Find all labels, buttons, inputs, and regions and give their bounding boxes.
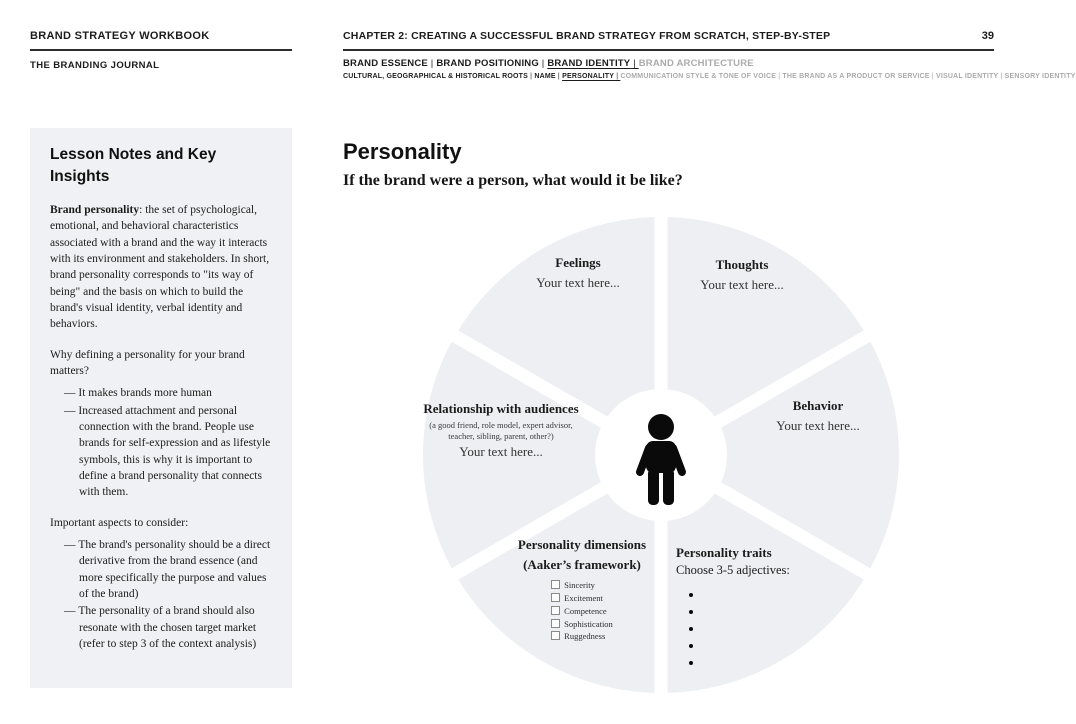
- breadcrumb-subitem[interactable]: NAME |: [534, 73, 562, 80]
- checkbox-option[interactable]: [551, 630, 613, 643]
- definition-term: Brand personality: [50, 204, 140, 216]
- breadcrumb-item[interactable]: BRAND POSITIONING |: [436, 58, 547, 69]
- aspects-heading: Important aspects to consider:: [50, 516, 189, 529]
- checkbox-option[interactable]: [551, 605, 613, 618]
- checkbox-label: Competence: [564, 605, 607, 616]
- checkbox-label: Sincerity: [564, 580, 595, 591]
- breadcrumb-subitem[interactable]: THE BRAND AS A PRODUCT OR SERVICE |: [782, 73, 936, 80]
- bullet-dot: [689, 627, 693, 631]
- bullet-dot: [689, 610, 693, 614]
- traits-bullet-list: [676, 585, 851, 670]
- checkbox[interactable]: [551, 606, 560, 615]
- dimension-checkbox-list: [551, 579, 613, 643]
- why-heading: Why defining a personality for your brand matters?: [50, 348, 245, 377]
- segment-hint: (a good friend, role model, expert advisor, teacher, sibling, parent, other?): [429, 420, 573, 441]
- checkbox-label: Sophistication: [564, 618, 613, 629]
- breadcrumb-subitem[interactable]: CULTURAL, GEOGRAPHICAL & HISTORICAL ROOTS |: [343, 73, 534, 80]
- segment-placeholder[interactable]: Your text here...: [776, 418, 860, 434]
- bullet-item[interactable]: [689, 653, 851, 670]
- segment-title: Feelings: [555, 255, 601, 270]
- segment-placeholder[interactable]: Your text here...: [700, 277, 784, 293]
- header-right: [343, 30, 1076, 80]
- segment-traits: [676, 545, 851, 670]
- checkbox-label: Ruggedness: [564, 631, 606, 642]
- lesson-notes-panel: [30, 128, 292, 688]
- notes-title: Lesson Notes and Key Insights: [50, 146, 217, 185]
- header-divider: [343, 49, 994, 51]
- branding-journal-logo: THE BRANDING JOURNAL: [30, 60, 160, 71]
- bullet-item[interactable]: [689, 636, 851, 653]
- segment-placeholder[interactable]: Your text here...: [536, 275, 620, 291]
- segment-dimensions: [497, 535, 667, 644]
- segment-title: Personality traits: [676, 545, 772, 560]
- page-number: 39: [981, 30, 994, 42]
- checkbox-option[interactable]: [551, 618, 613, 631]
- why-list: [50, 385, 272, 500]
- segment-title: Behavior: [792, 398, 844, 413]
- segment-placeholder[interactable]: Your text here...: [459, 444, 543, 460]
- chapter-row: [343, 30, 994, 42]
- chapter-title: CHAPTER 2: CREATING A SUCCESSFUL BRAND STRATEGY FROM SCRATCH, STEP-BY-STEP: [343, 30, 831, 42]
- aspects-list-item: — The brand's personality should be a direct derivative from the brand essence (and more specifically the purpose and values of the brand): [64, 537, 272, 602]
- aspects-list: [50, 537, 272, 652]
- breadcrumb-level-2: [343, 73, 1076, 80]
- definition-text: : the set of psychological, emotional, and behavioral characteristics associated with a brand and the way it interacts with its environment and stakeholders. In short, brand personality corresponds to "its way of being" and the basis on which to build the brand's visual identity, verbal identity and behaviors.: [50, 204, 270, 331]
- segment-title: Thoughts: [715, 257, 769, 272]
- segment-title: Relationship with audiences: [423, 401, 579, 416]
- header-divider: [30, 49, 292, 51]
- breadcrumb-item[interactable]: BRAND ARCHITECTURE: [638, 58, 754, 69]
- checkbox-option[interactable]: [551, 592, 613, 605]
- checkbox[interactable]: [551, 631, 560, 640]
- checkbox[interactable]: [551, 593, 560, 602]
- bullet-dot: [689, 593, 693, 597]
- breadcrumb-subitem[interactable]: VISUAL IDENTITY |: [936, 73, 1005, 80]
- bullet-item[interactable]: [689, 619, 851, 636]
- breadcrumb-subitem[interactable]: COMMUNICATION STYLE & TONE OF VOICE |: [620, 73, 782, 80]
- checkbox-label: Excitement: [564, 593, 603, 604]
- question-subtitle: If the brand were a person, what would it be like?: [343, 172, 683, 189]
- workbook-title: BRAND STRATEGY WORKBOOK: [30, 30, 210, 42]
- breadcrumb-item[interactable]: BRAND IDENTITY |: [547, 58, 638, 69]
- header-left: [30, 30, 292, 71]
- bullet-dot: [689, 644, 693, 648]
- segment-title: Personality dimensions (Aaker’s framework): [517, 537, 647, 573]
- segment-subtitle: Choose 3-5 adjectives:: [676, 562, 790, 577]
- aspects-list-item: — The personality of a brand should also resonate with the chosen target market (refer to step 3 of the context analysis): [64, 603, 272, 652]
- breadcrumb-level-1: [343, 58, 994, 69]
- why-list-item: — It makes brands more human: [64, 385, 272, 401]
- breadcrumb-subitem[interactable]: PERSONALITY |: [562, 73, 620, 80]
- checkbox-option[interactable]: [551, 579, 613, 592]
- page-title: Personality: [343, 138, 462, 164]
- breadcrumb-subitem[interactable]: SENSORY IDENTITY: [1004, 73, 1076, 80]
- segment-feelings: [488, 253, 668, 293]
- bullet-item[interactable]: [689, 585, 851, 602]
- segment-behavior: [728, 396, 908, 436]
- why-list-item: — Increased attachment and personal connection with the brand. People use brands for self-expression and as lifestyle symbols, this is why it is important to define a brand personality that connects with them.: [64, 403, 272, 501]
- breadcrumb-item[interactable]: BRAND ESSENCE |: [343, 58, 436, 69]
- personality-wheel-diagram: [421, 215, 901, 695]
- checkbox[interactable]: [551, 619, 560, 628]
- segment-thoughts: [652, 255, 832, 295]
- segment-relationship: [421, 399, 581, 463]
- bullet-dot: [689, 661, 693, 665]
- definition-paragraph: [50, 202, 272, 333]
- bullet-item[interactable]: [689, 602, 851, 619]
- checkbox[interactable]: [551, 580, 560, 589]
